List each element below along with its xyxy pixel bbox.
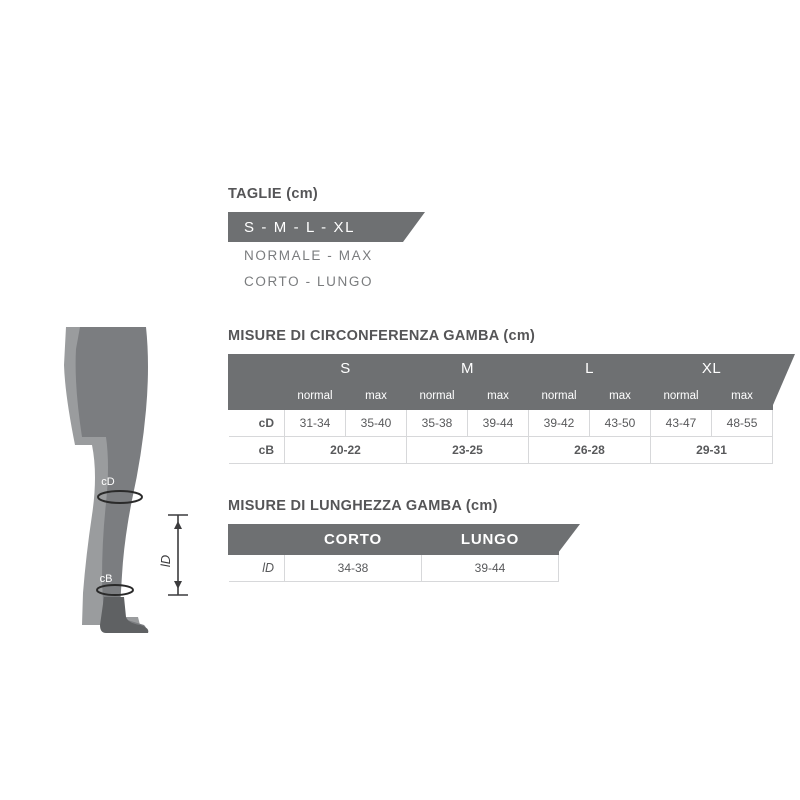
table-row-cb (229, 437, 773, 464)
header-size-xl: XL (651, 355, 773, 383)
ld-corto: 34-38 (285, 555, 422, 582)
row-label-cb: cB (229, 437, 285, 464)
cd-l-normal: 39-42 (529, 410, 590, 437)
subheader-xl-max: max (712, 383, 773, 410)
length-header-lungo: LUNGO (422, 525, 559, 555)
subheader-m-normal: normal (407, 383, 468, 410)
row-label-cd: cD (229, 410, 285, 437)
header-size-m: M (407, 355, 529, 383)
cd-s-normal: 31-34 (285, 410, 346, 437)
cd-s-max: 35-40 (346, 410, 407, 437)
ld-label: lD (158, 554, 173, 568)
subheader-s-normal: normal (285, 383, 346, 410)
cb-l: 26-28 (529, 437, 651, 464)
table-row-ld (229, 555, 559, 582)
circumference-table (228, 354, 773, 464)
subheader-corner (229, 383, 285, 410)
length-header-row (229, 525, 559, 555)
sizes-title: TAGLIE (cm) (228, 186, 319, 202)
leg-diagram (20, 325, 210, 655)
cb-label: cB (99, 573, 113, 585)
cd-xl-normal: 43-47 (651, 410, 712, 437)
length-title: MISURE DI LUNGHEZZA GAMBA (cm) (228, 498, 498, 514)
subheader-xl-normal: normal (651, 383, 712, 410)
length-section (228, 498, 773, 582)
cd-m-max: 39-44 (468, 410, 529, 437)
cb-m: 23-25 (407, 437, 529, 464)
sizes-row-normale-max: NORMALE - MAX (244, 247, 373, 263)
row-label-ld: lD (229, 555, 285, 582)
subheader-m-max: max (468, 383, 529, 410)
cb-xl: 29-31 (651, 437, 773, 464)
header-size-l: L (529, 355, 651, 383)
sizes-banner: S - M - L - XL (228, 212, 403, 242)
length-banner-tail (558, 524, 580, 553)
subheader-s-max: max (346, 383, 407, 410)
subheader-l-normal: normal (529, 383, 590, 410)
circumference-sub-header-row (229, 383, 773, 410)
cb-s: 20-22 (285, 437, 407, 464)
header-size-s: S (285, 355, 407, 383)
circumference-title: MISURE DI CIRCONFERENZA GAMBA (cm) (228, 328, 536, 344)
sizes-row-corto-lungo: CORTO - LUNGO (244, 273, 374, 289)
circumference-section (228, 328, 773, 464)
sizes-section (228, 186, 403, 294)
header-corner (229, 355, 285, 383)
ld-lungo: 39-44 (422, 555, 559, 582)
cd-label: cD (101, 476, 115, 488)
size-chart-content (228, 186, 773, 582)
cd-l-max: 43-50 (590, 410, 651, 437)
foot-shape (100, 597, 148, 633)
length-header-corto: CORTO (285, 525, 422, 555)
cd-m-normal: 35-38 (407, 410, 468, 437)
circumference-size-header-row (229, 355, 773, 383)
cd-xl-max: 48-55 (712, 410, 773, 437)
table-row-cd (229, 410, 773, 437)
circumference-banner-tail (773, 354, 795, 405)
length-table (228, 524, 559, 582)
length-header-corner (229, 525, 285, 555)
subheader-l-max: max (590, 383, 651, 410)
